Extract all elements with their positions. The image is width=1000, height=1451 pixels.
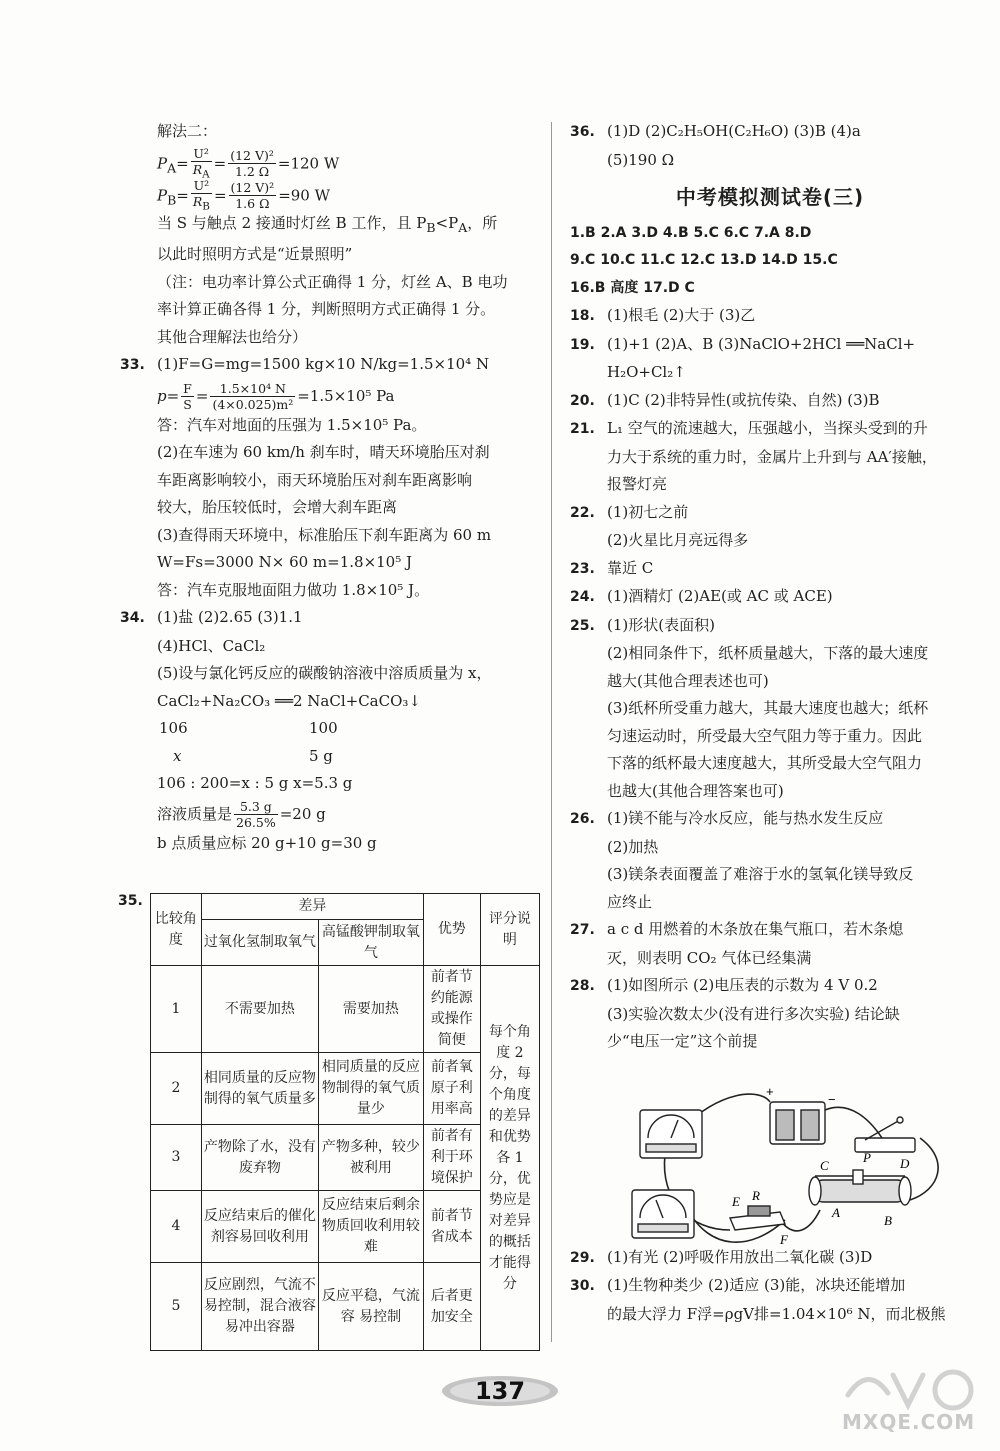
q33-f-den: S xyxy=(183,397,192,412)
battery xyxy=(770,1102,825,1144)
q29-number: 29. xyxy=(570,1249,595,1266)
pa-denominator: R xyxy=(192,161,203,177)
q33-fraction-2 xyxy=(210,381,295,412)
q34-sol-den: 26.5% xyxy=(236,815,276,830)
cell-advantage: 前者节约能源或操作简便 xyxy=(423,966,480,1053)
q26-text: (1)镁不能与冷水反应，能与热水发生反应 xyxy=(607,809,884,827)
pa-symbol: P xyxy=(157,153,168,172)
q33-part2-line-1: (2)在车速为 60 km/h 刹车时，晴天环境胎压对刹 xyxy=(157,443,490,461)
pb-fraction-1 xyxy=(191,178,212,215)
q22-text: (1)初七之前 xyxy=(607,502,689,521)
pb-denominator-2: 1.6 Ω xyxy=(235,196,270,212)
q20-line xyxy=(570,387,970,416)
left-column xyxy=(120,118,537,857)
q19-number: 19. xyxy=(570,336,595,353)
q27-text: a c d 用燃着的木条放在集气瓶口，若木条熄 xyxy=(607,920,904,938)
q24-text: (1)酒精灯 (2)AE(或 AC 或 ACE) xyxy=(607,587,833,605)
conclusion-text-1: 当 S 与触点 2 接通时灯丝 B 工作，且 P xyxy=(157,213,427,232)
circuit-diagram xyxy=(620,1080,940,1265)
header-h2o2: 过氧化氢制取氧气 xyxy=(201,920,318,966)
q33-answer-1: 答：汽车对地面的压强为 1.5×10⁵ Pa。 xyxy=(157,415,427,434)
q34-sol-fraction xyxy=(234,799,278,830)
q34-number: 34. xyxy=(120,610,145,626)
mc-answers-3: 16.B 高度 17.D C xyxy=(570,279,695,296)
q26-line-2: (2)加热 xyxy=(607,837,659,856)
header-kmno4: 高锰酸钾制取氧气 xyxy=(319,920,424,966)
row-num: 3 xyxy=(151,1125,202,1191)
row-num: 1 xyxy=(151,966,202,1053)
cell-kmno4: 产物多种，较少被利用 xyxy=(319,1125,424,1191)
label-r: R xyxy=(752,1188,760,1203)
label-d: D xyxy=(900,1156,910,1171)
q33-f-num: F xyxy=(183,381,192,396)
q18-number: 18. xyxy=(570,308,595,324)
q34-sol-num: 5.3 g xyxy=(234,799,278,815)
header-score: 评分说明 xyxy=(480,894,539,966)
ammeter-bottom xyxy=(632,1190,694,1238)
note-line-3: 其他合理解法也给分） xyxy=(157,327,308,346)
q34-chemical-equation: CaCl₂+Na₂CO₃ ══2 NaCl+CaCO₃↓ xyxy=(157,691,421,710)
q25-text: (1)形状(表面积) xyxy=(607,615,715,634)
pa-result: =120 W xyxy=(277,153,340,172)
battery-plus-label: + xyxy=(766,1084,774,1099)
cell-advantage: 前者节省成本 xyxy=(423,1191,480,1263)
q23-number: 23. xyxy=(570,560,595,577)
pa-denominator-sub: A xyxy=(202,168,210,180)
q35-comparison-table xyxy=(150,893,540,1351)
section-title: 中考模拟测试卷(三) xyxy=(675,185,865,209)
q28-text: (1)如图所示 (2)电压表的示数为 4 V 0.2 xyxy=(607,976,878,994)
q33-text-1: (1)F=G=mg=1500 kg×10 N/kg=1.5×10⁴ N xyxy=(157,355,490,373)
q21-text: L₁ 空气的流速越大，压强越小，当探头受到的升 xyxy=(607,419,928,437)
q33-line-1 xyxy=(120,351,537,380)
q19-text: (1)+1 (2)A、B (3)NaClO+2HCl ══NaCl+ xyxy=(607,334,916,353)
q30-number: 30. xyxy=(570,1278,595,1294)
q28-line-3: 少“电压一定”这个前提 xyxy=(607,1032,758,1050)
q28-line-2: (3)实验次数太少(没有进行多次实验) 结论缺 xyxy=(607,1004,900,1023)
cell-h2o2: 不需要加热 xyxy=(201,966,318,1053)
conclusion-text-2: <P xyxy=(435,213,459,232)
q23-text: 靠近 C xyxy=(607,558,654,577)
q24-number: 24. xyxy=(570,589,595,605)
table-row xyxy=(151,966,540,1053)
watermark-url: MXQE.COM xyxy=(842,1410,976,1434)
q34-unknown-row xyxy=(157,743,537,771)
pa-numerator: U² xyxy=(191,146,212,162)
wire-2 xyxy=(825,1107,882,1138)
q34-5g: 5 g xyxy=(309,746,333,765)
row-num: 4 xyxy=(151,1191,202,1263)
q26-line xyxy=(570,805,970,834)
q21-number: 21. xyxy=(570,421,595,437)
q34-x: x xyxy=(173,746,182,765)
conclusion-sub-b: B xyxy=(426,219,436,235)
label-e: E xyxy=(732,1194,740,1209)
q22-line xyxy=(570,499,970,528)
q35-number: 35. xyxy=(118,893,143,909)
pa-denominator-2: 1.2 Ω xyxy=(234,164,270,180)
cell-advantage: 前者氧原子利用率高 xyxy=(423,1053,480,1125)
label-a: A xyxy=(832,1205,840,1220)
q25-line-4: (3)纸杯所受重力越大，其最大速度也越大；纸杯 xyxy=(607,699,929,717)
q22-line-2: (2)火星比月亮远得多 xyxy=(607,531,749,549)
q30-line-2: 的最大浮力 F浮=ρgV排=1.04×10⁶ N，而北极熊 xyxy=(607,1304,946,1323)
note-line-1: （注：电功率计算公式正确得 1 分，灯丝 A、B 电功 xyxy=(157,272,508,291)
cell-advantage: 后者更加安全 xyxy=(423,1263,480,1351)
q27-number: 27. xyxy=(570,922,595,938)
pa-subscript: A xyxy=(167,159,177,175)
q34-sol-prefix: 溶液质量是 xyxy=(157,804,233,823)
q21-line xyxy=(570,415,970,444)
q19-line xyxy=(570,331,970,360)
q26-line-3: (3)镁条表面覆盖了难溶于水的氢氧化镁导致反 xyxy=(607,865,914,883)
page-number: 137 xyxy=(474,1377,526,1405)
q36-text-1: (1)D (2)C₂H₅OH(C₂H₆O) (3)B (4)a xyxy=(607,122,861,140)
label-f: F xyxy=(780,1232,788,1247)
pb-equation: $P_B=$ $\frac{\text{U²}}{R_B}$ = $\frac{\text{(12 V)²}}{1.6 \Omega}$ =90 W xyxy=(157,177,331,212)
wire-6 xyxy=(780,1210,820,1231)
pb-subscript: B xyxy=(167,191,177,207)
q28-line xyxy=(570,972,970,1001)
q33-answer-2: 答：汽车克服地面阻力做功 1.8×10⁵ J。 xyxy=(157,580,430,599)
conclusion-line-2: 以此时照明方式是“近景照明” xyxy=(157,245,353,263)
q34-line-4: (4)HCl、CaCl₂ xyxy=(157,636,266,655)
mc-answers-2: 9.C 10.C 11.C 12.C 13.D 14.D 15.C xyxy=(570,252,838,268)
q33-fraction-1 xyxy=(181,381,194,412)
pb-denominator-sub: B xyxy=(202,200,210,212)
voltmeter-top xyxy=(640,1110,702,1158)
cell-h2o2: 产物除了水，没有废弃物 xyxy=(201,1125,318,1191)
pa-fraction-2 xyxy=(228,148,276,179)
row-num: 2 xyxy=(151,1053,202,1125)
cell-h2o2: 反应剧烈，气流不易控制，混合液容易冲出容器 xyxy=(201,1263,318,1351)
pb-numerator-2: (12 V)² xyxy=(230,180,275,196)
header-diff: 差异 xyxy=(201,894,423,920)
label-p: P xyxy=(863,1150,871,1165)
q25-line-6: 下落的纸杯最大速度越大，其所受最大空气阻力 xyxy=(607,754,923,772)
q22-number: 22. xyxy=(570,504,595,521)
q34-line-1 xyxy=(120,604,537,633)
q28-number: 28. xyxy=(570,978,595,994)
q33-part3-line-2: W=Fs=3000 N× 60 m=1.8×10⁵ J xyxy=(157,553,413,571)
rheostat xyxy=(809,1170,911,1205)
conclusion-text-3: ，所 xyxy=(467,213,498,232)
cell-advantage: 前者有利于环境保护 xyxy=(423,1125,480,1191)
pb-result: =90 W xyxy=(278,185,331,204)
q27-line xyxy=(570,916,970,945)
cell-kmno4: 反应平稳，气流容 易控制 xyxy=(319,1263,424,1351)
cell-h2o2: 反应结束后的催化剂容易回收利用 xyxy=(201,1191,318,1263)
pb-denominator: R xyxy=(192,193,203,209)
q33-part3-line-1: (3)查得雨天环境中，标准胎压下刹车距离为 60 m xyxy=(157,525,492,544)
q33-number: 33. xyxy=(120,357,145,373)
q25-line-2: (2)相同条件下，纸杯质量越大，下落的最大速度 xyxy=(607,644,929,662)
q18-text: (1)根毛 (2)大于 (3)乙 xyxy=(607,306,756,324)
note-line-2: 率计算正确各得 1 分，判断照明方式正确得 1 分。 xyxy=(157,300,496,318)
q21-line-3: 报警灯亮 xyxy=(607,475,668,493)
q34-text-1: (1)盐 (2)2.65 (3)1.1 xyxy=(157,608,303,626)
q33-part2-line-2: 车距离影响较小，雨天环境胎压对刹车距离影响 xyxy=(157,470,473,489)
q36-line-1 xyxy=(570,118,970,147)
pb-numerator: U² xyxy=(191,178,212,194)
cell-h2o2: 相同质量的反应物制得的氧气质量多 xyxy=(201,1053,318,1125)
q34-line-5: (5)设与氯化钙反应的碳酸钠溶液中溶质质量为 x， xyxy=(157,664,492,682)
label-c: C xyxy=(820,1158,829,1173)
header-advantage: 优势 xyxy=(423,894,480,966)
pb-fraction-2 xyxy=(229,180,277,211)
page-number-badge xyxy=(440,1374,560,1408)
mc-answers-1: 1.B 2.A 3.D 4.B 5.C 6.C 7.A 8.D xyxy=(570,224,812,241)
q34-sol-result: =20 g xyxy=(279,804,326,823)
cell-score-note: 每个角度 2 分，每个角度的差异和优势各 1 分，优势应是对差异的概括才能得分 xyxy=(480,966,539,1351)
conclusion-line-1 xyxy=(157,210,537,242)
q26-line-4: 应终止 xyxy=(607,892,653,911)
column-divider xyxy=(551,122,552,1342)
cell-kmno4: 反应结束后剩余物质回收利用较难 xyxy=(319,1191,424,1263)
q33-p-symbol: p= xyxy=(157,386,180,405)
q36-number: 36. xyxy=(570,124,595,140)
q20-text: (1)C (2)非特异性(或抗传染、自然) (3)B xyxy=(607,390,880,409)
q25-line-3: 越大(其他合理表述也可) xyxy=(607,671,769,690)
q34-mass-106: 106 xyxy=(159,719,188,737)
q25-line xyxy=(570,612,970,641)
header-angle: 比较角度 xyxy=(151,894,202,966)
q25-line-5: 匀速运动时，所受最大空气阻力等于重力。因此 xyxy=(607,726,923,745)
q34-molar-mass-row xyxy=(157,715,537,743)
q33-den-2: (4×0.025)m² xyxy=(212,397,294,412)
q29-text: (1)有光 (2)呼吸作用放出二氧化碳 (3)D xyxy=(607,1247,873,1266)
method-two-label: 解法二： xyxy=(157,122,218,140)
row-num: 5 xyxy=(151,1263,202,1351)
q30-line xyxy=(570,1272,970,1301)
q26-number: 26. xyxy=(570,811,595,827)
q18-line xyxy=(570,302,970,331)
q33-result: =1.5×10⁵ Pa xyxy=(297,386,395,405)
pa-equation: $P_A=$ $\frac{\text{U²}}{R_A}$ = $\frac{\text{(12 V)²}}{1.2 \Omega}$ =120 W xyxy=(157,145,340,180)
q34-mass-100: 100 xyxy=(309,719,338,737)
cell-kmno4: 需要加热 xyxy=(319,966,424,1053)
q21-line-2: 力大于系统的重力时，金属片上升到与 AA′接触， xyxy=(607,447,937,466)
q27-line-2: 灭，则表明 CO₂ 气体已经集满 xyxy=(607,948,812,967)
q33-num-2: 1.5×10⁴ N xyxy=(210,381,295,397)
q20-number: 20. xyxy=(570,392,595,409)
q24-line xyxy=(570,583,970,612)
q33-pressure-equation: p= $\frac{F}{S}$ = $\frac{\text{1.5×10⁴ N}}{\text{(4×0.025)m²}}$ =1.5×10⁵ Pa xyxy=(157,381,395,412)
q25-line-7: 也越大(其他合理答案也可) xyxy=(607,781,784,800)
pa-numerator-2: (12 V)² xyxy=(230,148,274,164)
q19-line-2: H₂O+Cl₂↑ xyxy=(607,363,686,381)
label-b: B xyxy=(884,1213,892,1228)
pb-symbol: P xyxy=(157,185,168,204)
q36-line-2: (5)190 Ω xyxy=(607,150,675,169)
conclusion-sub-a: A xyxy=(458,219,468,235)
q30-text: (1)生物种类少 (2)适应 (3)能，冰块还能增加 xyxy=(607,1276,906,1294)
cell-kmno4: 相同质量的反应物制得的氧气质量少 xyxy=(319,1053,424,1125)
q25-number: 25. xyxy=(570,617,595,634)
q33-part2-line-3: 较大，胎压较低时，会增大刹车距离 xyxy=(157,498,398,516)
q34-b-point: b 点质量应标 20 g+10 g=30 g xyxy=(157,833,377,852)
battery-minus-label: − xyxy=(828,1092,836,1107)
switch xyxy=(855,1117,915,1152)
q23-line xyxy=(570,555,970,584)
q34-solution-mass xyxy=(157,798,537,830)
q34-ratio: 106 : 200=x : 5 g x=5.3 g xyxy=(157,774,353,792)
